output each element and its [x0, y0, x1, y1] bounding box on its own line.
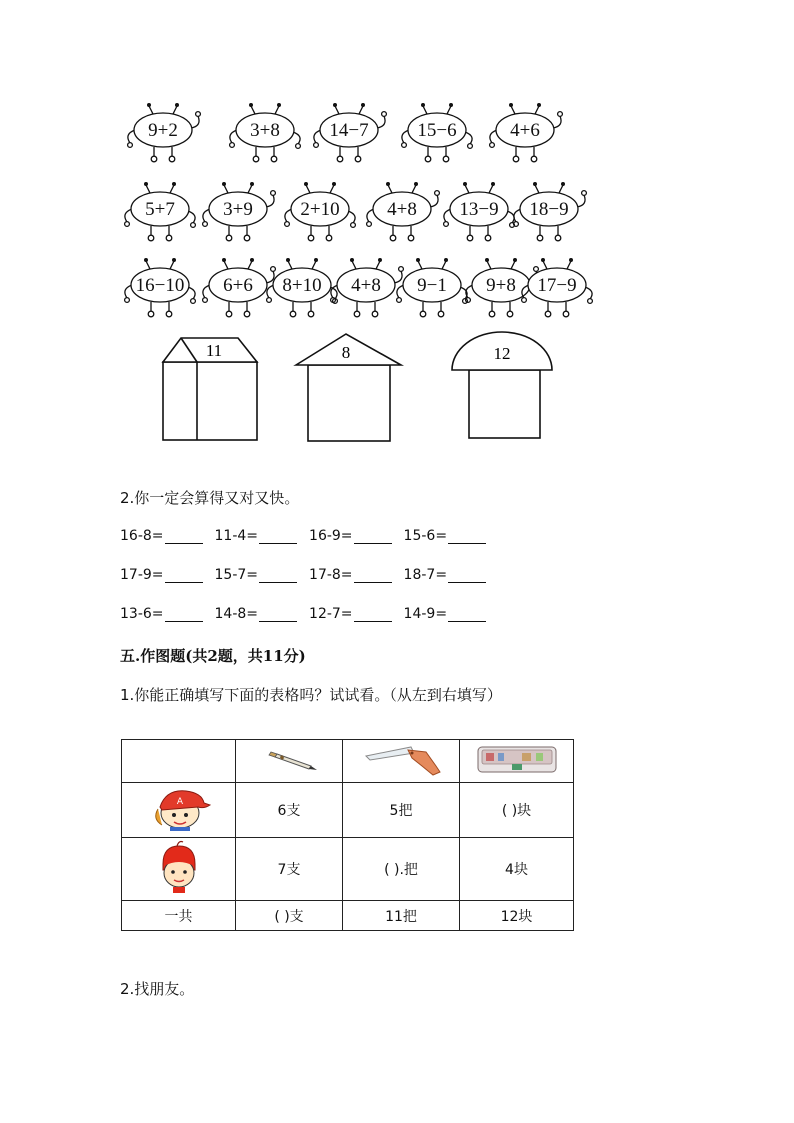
- table-header-knife: [343, 740, 460, 783]
- bug-expression: 16−10: [135, 275, 185, 296]
- question-2-title: 2.你一定会算得又对又快。: [120, 489, 300, 507]
- answer-blank[interactable]: [354, 529, 392, 544]
- answer-blank[interactable]: [354, 607, 392, 622]
- eraser-box-icon: [472, 742, 562, 776]
- answer-blank[interactable]: [165, 529, 203, 544]
- bug-expression: 4+8: [387, 199, 417, 220]
- bug-expression: 17−9: [537, 275, 577, 296]
- calc-expr: 15-7=: [214, 567, 259, 583]
- table-cell[interactable]: ( )块: [460, 783, 574, 838]
- bug-expression: 9+2: [148, 120, 178, 141]
- answer-blank[interactable]: [259, 568, 297, 583]
- bug-equation-card: [466, 258, 539, 317]
- answer-blank[interactable]: [448, 568, 486, 583]
- bug-equation-card: [125, 258, 196, 317]
- bug-expression: 4+8: [351, 275, 381, 296]
- calc-row-2: [120, 567, 498, 583]
- bug-expression: 5+7: [145, 199, 175, 220]
- calc-expr: 18-7=: [403, 567, 448, 583]
- calc-expr: 11-4=: [214, 528, 259, 544]
- bug-equation-card: [267, 258, 338, 317]
- bug-equation-card: [128, 103, 201, 162]
- table-row-boy-label: [122, 838, 236, 901]
- section-5-question-2: 2.找朋友。: [120, 980, 195, 998]
- house-triangle: [296, 334, 401, 441]
- bug-equation-card: [125, 182, 196, 241]
- table-cell: 7支: [236, 838, 343, 901]
- bug-expression: 8+10: [282, 275, 322, 296]
- calc-row-3: [120, 606, 498, 622]
- calc-expr: 15-6=: [403, 528, 448, 544]
- section-5-question-1: 1.你能正确填写下面的表格吗？试试看。（从左到右填写）: [120, 686, 502, 704]
- answer-blank[interactable]: [259, 607, 297, 622]
- bug-equation-card: [522, 258, 593, 317]
- table-cell: 6支: [236, 783, 343, 838]
- table-total-label: 一共: [122, 901, 236, 931]
- calc-expr: 16-9=: [309, 528, 353, 544]
- bug-equation-card: [397, 258, 468, 317]
- bug-expression: 4+6: [510, 120, 540, 141]
- house-number: 8: [341, 343, 351, 362]
- bug-equation-card: [203, 182, 276, 241]
- bug-expression: 13−9: [459, 199, 499, 220]
- answer-blank[interactable]: [448, 607, 486, 622]
- bug-expression: 2+10: [300, 199, 340, 220]
- bug-expression: 3+9: [223, 199, 253, 220]
- answer-blank[interactable]: [448, 529, 486, 544]
- table-cell[interactable]: ( ).把: [343, 838, 460, 901]
- bug-equation-card: [230, 103, 301, 162]
- calc-expr: 16-8=: [120, 528, 164, 544]
- bug-expression: 9−1: [417, 275, 447, 296]
- svg-text:A: A: [176, 797, 183, 807]
- house-dome: [452, 332, 552, 438]
- fill-table: [121, 739, 574, 931]
- bug-equation-card: [490, 103, 563, 162]
- calc-expr: 17-9=: [120, 567, 164, 583]
- bug-expression: 18−9: [529, 199, 569, 220]
- bug-equation-card: [444, 182, 515, 241]
- table-cell: 11把: [343, 901, 460, 931]
- answer-blank[interactable]: [259, 529, 297, 544]
- bug-equation-card: [331, 258, 404, 317]
- house-number: 12: [493, 344, 511, 363]
- boy-with-cap-icon: [144, 785, 214, 831]
- bug-equation-card: [285, 182, 356, 241]
- table-cell[interactable]: ( )支: [236, 901, 343, 931]
- table-header-pencil: [236, 740, 343, 783]
- calc-expr: 14-9=: [403, 606, 448, 622]
- bug-expression: 6+6: [223, 275, 253, 296]
- calc-row-1: [120, 528, 498, 544]
- house-number: 11: [205, 341, 223, 360]
- answer-blank[interactable]: [165, 607, 203, 622]
- calc-expr: 12-7=: [309, 606, 353, 622]
- bug-equation-card: [514, 182, 587, 241]
- table-row-boy-cap-label: [122, 783, 236, 838]
- house-box: [163, 338, 257, 440]
- bug-expression: 14−7: [329, 120, 369, 141]
- bug-expression: 15−6: [417, 120, 457, 141]
- table-cell: 12块: [460, 901, 574, 931]
- bug-expression: 3+8: [250, 120, 280, 141]
- calc-expr: 17-8=: [309, 567, 353, 583]
- calc-expr: 13-6=: [120, 606, 164, 622]
- table-header-eraser-box: [460, 740, 574, 783]
- table-corner-cell: [122, 740, 236, 783]
- answer-blank[interactable]: [165, 568, 203, 583]
- bug-equation-card: [314, 103, 387, 162]
- section-5-title: 五.作图题(共2题，共11分): [120, 647, 306, 665]
- bug-equation-card: [367, 182, 440, 241]
- bug-equation-card: [402, 103, 473, 162]
- table-cell: 5把: [343, 783, 460, 838]
- bug-equations-area: [0, 0, 794, 460]
- answer-blank[interactable]: [354, 568, 392, 583]
- folding-knife-icon: [356, 742, 446, 776]
- boy-face-icon: [149, 840, 209, 894]
- table-cell: 4块: [460, 838, 574, 901]
- calc-expr: 14-8=: [214, 606, 259, 622]
- pencil-icon: [259, 744, 319, 774]
- bug-equation-card: [203, 258, 276, 317]
- bug-expression: 9+8: [486, 275, 516, 296]
